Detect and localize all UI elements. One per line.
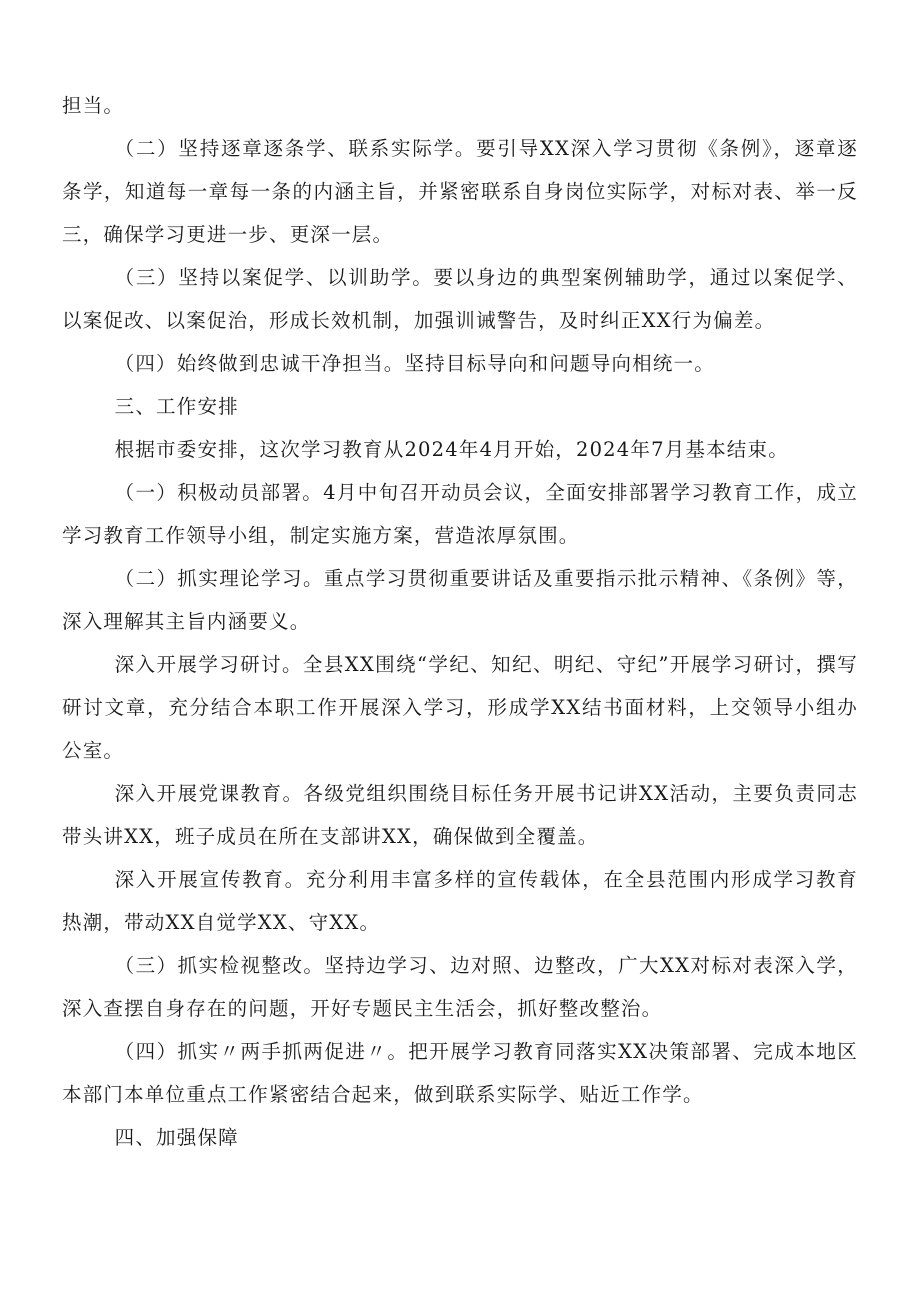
paragraph-item-3: （三）坚持以案促学、以训助学。要以身边的典型案例辅助学，通过以案促学、以案促改、以案促治，形成长效机制，加强训诫警告，及时纠正XX行为偏差。	[62, 266, 858, 332]
document-page	[62, 84, 858, 1159]
section-heading-safeguards: 四、加强保障	[114, 1126, 239, 1149]
paragraph-party-lecture: 深入开展党课教育。各级党组织围绕目标任务开展书记讲XX活动，主要负责同志带头讲XX，班子成员在所在支部讲XX，确保做到全覆盖。	[62, 782, 858, 848]
paragraph-theory-study: （二）抓实理论学习。重点学习贯彻重要讲话及重要指示批示精神、《条例》等，深入理解其主旨内涵要义。	[62, 567, 858, 633]
paragraph-study-seminar: 深入开展学习研讨。全县XX围绕“学纪、知纪、明纪、守纪”开展学习研讨，撰写研讨文章，充分结合本职工作开展深入学习，形成学XX结书面材料，上交领导小组办公室。	[62, 653, 858, 762]
paragraph-item-2: （二）坚持逐章逐条学、联系实际学。要引导XX深入学习贯彻《条例》，逐章逐条学，知道每一章每一条的内涵主旨，并紧密联系自身岗位实际学，对标对表、举一反三，确保学习更进一步、更深一层。	[62, 137, 858, 246]
paragraph-item-4: （四）始终做到忠诚干净担当。坚持目标导向和问题导向相统一。	[114, 352, 715, 375]
paragraph-publicity-education: 深入开展宣传教育。充分利用丰富多样的宣传载体，在全县范围内形成学习教育热潮，带动XX自觉学XX、守XX。	[62, 868, 858, 934]
paragraph-two-hands: （四）抓实〃两手抓两促进〃。把开展学习教育同落实XX决策部署、完成本地区本部门本单位重点工作紧密结合起来，做到联系实际学、贴近工作学。	[62, 1040, 858, 1106]
paragraph-schedule: 根据市委安排，这次学习教育从2024年4月开始，2024年7月基本结束。	[114, 438, 789, 461]
section-heading-work-arrangement: 三、工作安排	[114, 395, 239, 418]
paragraph-continuation: 担当。	[62, 94, 125, 117]
paragraph-mobilization: （一）积极动员部署。4月中旬召开动员会议，全面安排部署学习教育工作，成立学习教育工作领导小组，制定实施方案，营造浓厚氛围。	[62, 481, 858, 547]
paragraph-inspection-rectification: （三）抓实检视整改。坚持边学习、边对照、边整改，广大XX对标对表深入学，深入查摆自身存在的问题，开好专题民主生活会，抓好整改整治。	[62, 954, 858, 1020]
